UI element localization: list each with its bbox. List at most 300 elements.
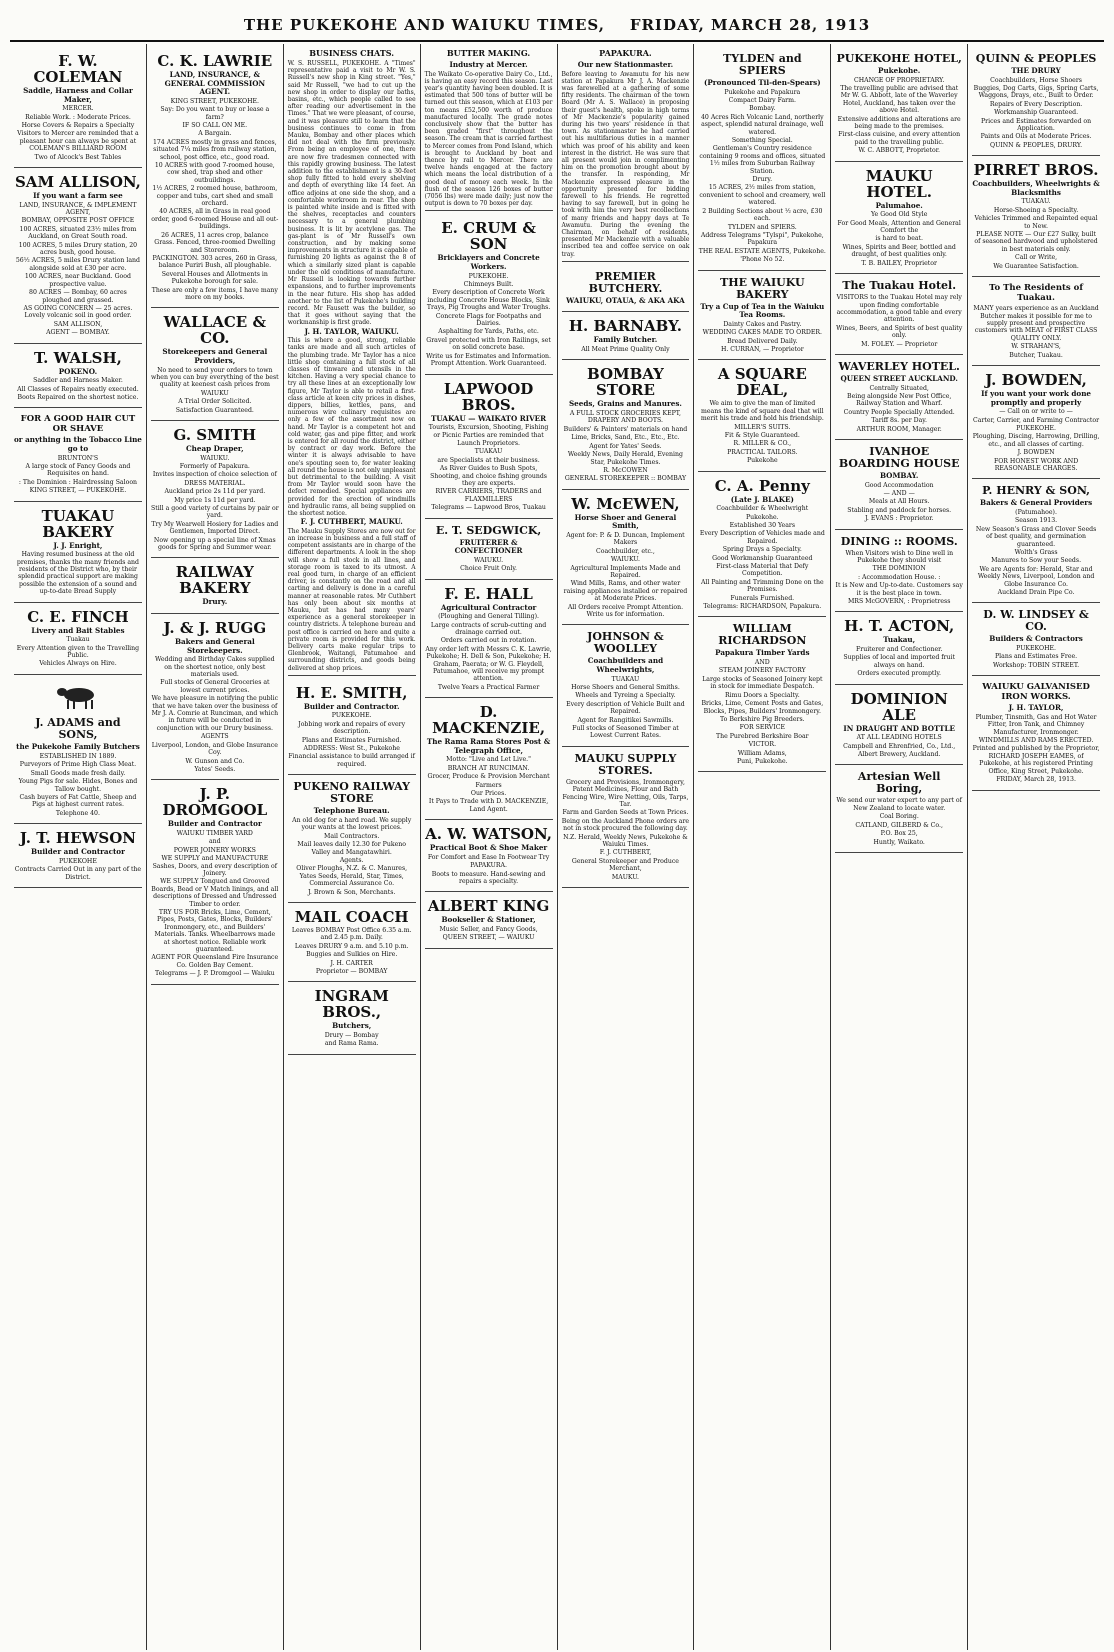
ad-line: STEAM JOINERY FACTORY — [718, 667, 806, 675]
ad-line: Still a good variety of curtains by pair or yard. — [150, 505, 279, 520]
ad-line: Launch Proprietors. — [457, 439, 521, 447]
ad-heading: MAIL COACH — [294, 907, 409, 926]
article-title: PAPAKURA. — [599, 48, 652, 58]
ads-column-4 — [425, 214, 553, 948]
ad-line: Orders carried out in rotation. — [440, 637, 537, 645]
ad-heading: J. & J. RUGG — [163, 619, 267, 638]
ad-line: Something Special. — [731, 137, 793, 145]
ad-line: PUKEKOHE. — [468, 272, 509, 280]
ad-line: Contracts Carried Out in any part of the District. — [14, 866, 142, 881]
ad-line: Wines, Beers, and Spirits of best quality only. — [836, 324, 963, 340]
advertisement — [972, 47, 1100, 156]
advertisement — [972, 277, 1100, 366]
advertisement — [425, 580, 553, 699]
ad-line: (Patumahoe). — [1015, 508, 1057, 516]
ad-line: AGENT FOR Queensland Fire Insurance Co. Golden Bay Cement. — [151, 954, 279, 969]
ad-line: My price 1s 11d per yard. — [174, 496, 256, 504]
ad-line: (Ploughing and General Tilling). — [438, 613, 540, 621]
ad-line: WAIUKU. — [200, 454, 230, 462]
ad-subheading: the Pukekohe Family Butchers — [16, 742, 140, 752]
ad-line: No need to send your orders to town when you can buy everything of the best quality at keenest cash prices from — [151, 366, 279, 389]
ad-subheading: Builder and Contractor — [31, 847, 125, 857]
ad-line: FOR HONEST WORK AND REASONABLE CHARGES. — [993, 457, 1079, 472]
ad-line: TYLDEN and SPIERS. — [727, 223, 797, 231]
ad-line: Bombay. — [749, 105, 776, 113]
ad-line: F. J. CUTHBERT, — [599, 849, 652, 857]
ad-line: WE SUPPLY and MANUFACTURE Sashes, Doors, and every description of Joinery. — [152, 855, 278, 877]
ad-line: Reliable Work. : Moderate Prices. — [25, 113, 131, 121]
ad-line: QUINN & PEOPLES, DRURY. — [990, 141, 1083, 149]
advertisement — [14, 502, 142, 603]
advertisement — [835, 612, 963, 684]
advertisement — [562, 490, 690, 626]
ad-line: W. Gunson and Co. — [185, 757, 245, 765]
ad-heading: MAUKU SUPPLY STORES. — [574, 751, 677, 777]
ad-line: THE DOMINION — [872, 565, 926, 573]
ad-line: Gentleman's Country residence containing 9 rooms and offices, situated 1½ miles from Suburban Railway Station. — [699, 145, 826, 175]
advertisement — [835, 274, 963, 355]
ad-line: Horse-Shoeing a Specialty. — [993, 206, 1079, 214]
advertisement — [151, 558, 279, 614]
ad-heading: TUAKAU BAKERY — [41, 506, 115, 541]
ad-heading: PUKENO RAILWAY STORE — [293, 780, 410, 806]
advertisement — [835, 355, 963, 440]
ad-line: We send our water expert to any part of New Zealand to locate water. — [836, 797, 962, 812]
ad-line: FRIDAY, March 28, 1913. — [996, 776, 1076, 784]
ad-heading: TYLDEN and SPIERS — [723, 52, 802, 77]
ad-line: Tuakau — [66, 636, 90, 644]
ad-line: 100 ACRES, 5 miles Drury station, 20 acres bush, good house. — [18, 241, 138, 257]
advertisement — [698, 472, 826, 618]
ad-subheading: Builder and Contractor — [167, 819, 262, 829]
ad-line: Twelve Years a Practical Farmer — [437, 683, 540, 691]
ad-line: : Accommodation House. : — [857, 573, 941, 581]
ad-line: Season 1913. — [1014, 517, 1058, 525]
advertisement — [151, 47, 279, 308]
article-title: BUTTER MAKING. — [446, 48, 531, 58]
advertisement — [14, 168, 142, 344]
advertisement — [151, 614, 279, 780]
ad-line: Liverpool, London, and Globe Insurance Coy. — [151, 741, 278, 757]
ad-heading: D. W. LINDSEY & CO. — [983, 608, 1089, 634]
ad-line: Established 30 Years — [729, 522, 796, 529]
column-7 — [831, 44, 968, 1650]
ad-line: Say: Do you want to buy or lease a farm? — [160, 106, 270, 121]
ad-line: Rimu Doors a Specialty. — [724, 691, 800, 699]
advertisement — [425, 214, 553, 374]
ad-line: VICTOR. — [748, 741, 777, 749]
ad-line: An old dog for a hard road. We supply your wants at the lowest prices. — [292, 816, 412, 832]
ad-subheading: POKENO. — [58, 366, 98, 376]
ad-line: AS GOING CONCERN — 25 acres. Lovely volcanic soil in good order. — [23, 304, 133, 320]
ad-heading: D. MACKENZIE, — [432, 703, 546, 738]
ad-line: IF SO CALL ON ME. — [182, 122, 248, 129]
ad-line: Pukekohe and Papakura — [724, 88, 801, 96]
ad-line: 174 ACRES mostly in grass and fences, situated 7¼ miles from railway station, school, post office, etc., good road. — [152, 138, 277, 161]
columns — [10, 44, 1104, 1650]
ad-line: Agent for Rangitikei Sawmills. — [577, 716, 674, 724]
ad-line: J. H. CARTER — [330, 959, 373, 967]
ad-line: and Rama Rama. — [324, 1040, 379, 1048]
advertisement — [288, 775, 416, 903]
ad-subheading: IN DRAUGHT AND BOTTLE — [843, 723, 955, 733]
ad-line: Leaves BOMBAY Post Office 6.35 a.m. and 2.45 p.m. Daily. — [291, 926, 412, 942]
ad-heading: WAVERLEY HOTEL. — [838, 359, 960, 373]
ad-subheading: LAND, INSURANCE, & GENERAL COMMISSION AGENT. — [164, 70, 266, 97]
article-body: The Waikato Co-operative Dairy Co., Ltd., is having an easy record this season. Last year's quantity having been doubled. It is estimated that 500 tons of butter will be turned out this season, which at £103 per ton means £52,500 worth of produce manufactured locally. The grade notes conclusively show that the butter has been graded "first" throughout the season. The cream that is carried farthest to Mercer comes from Pond Island, which is brought to Auckland by boat and thence by rail to Mercer. There are twelve hands engaged at the factory which means the local distribution of a good deal of money each week. In the flush of the season 126 boxes of butter (7056 lbs) were made daily; just now the output is down to 70 boxes per day. — [424, 70, 553, 208]
ad-line: Pukekohe — [746, 457, 778, 465]
ad-line: Every Attention given to the Travelling Public. — [16, 644, 140, 659]
ad-heading: F. W. COLEMAN — [33, 52, 123, 86]
ad-line: 2 Building Sections about ½ acre, £30 each. — [702, 207, 823, 223]
advertisement — [972, 479, 1100, 603]
ad-line: Plans and Estimates Furnished. — [301, 736, 402, 744]
ad-line: Concrete Flags for Footpaths and Dairies. — [435, 312, 542, 328]
ad-line: Grocer, Produce & Provision Merchant — [427, 773, 550, 781]
ad-line: A Bargain. — [198, 130, 232, 138]
advertisement — [835, 162, 963, 274]
ad-heading: J. ADAMS and SONS, — [35, 716, 121, 742]
ad-line: William Adams, — [737, 749, 787, 757]
ad-subheading: Coachbuilders, Wheelwrights & Blacksmiths — [972, 179, 1100, 197]
ad-line: Puni, Pukekohe. — [736, 757, 788, 765]
ad-heading: LAPWOOD BROS. — [443, 379, 534, 414]
ad-line: R. MILLER & CO., — [733, 440, 792, 448]
ad-line: These are only a few items, I have many more on my books. — [151, 286, 278, 301]
ad-heading: C. E. FINCH — [27, 607, 129, 626]
ad-subheading: Storekeepers and General Providers, — [162, 347, 268, 365]
column-1 — [10, 44, 147, 1650]
ad-line: Choice Fruit Only. — [460, 565, 517, 573]
ad-heading: SAM ALLISON, — [14, 173, 141, 192]
ad-line: FOR SERVICE — [739, 724, 785, 732]
ad-heading: J. BOWDEN, — [985, 370, 1087, 389]
ad-heading: The Tuakau Hotel. — [842, 279, 957, 293]
ad-heading: P. HENRY & SON, — [982, 484, 1091, 498]
ad-heading: F. E. HALL — [444, 584, 533, 603]
ad-subheading: Seeds, Grains and Manures. — [568, 399, 682, 409]
cattle-illustration-icon — [55, 682, 101, 710]
ad-line: Carter, Carrier, and Farming Contractor — [973, 416, 1100, 424]
ad-line: TRY US FOR Bricks, Lime, Cement, Pipes, Posts, Gates, Blocks, Builders' Ironmongery, etc., and Builders' Materials. Tanks. Wheelbarrows made at shortest notice. Reliable work guaranteed. — [154, 908, 276, 953]
ad-line: A large stock of Fancy Goods and Requisites on hand. — [25, 462, 131, 478]
ad-line: M. FOLEY. — Proprietor — [861, 340, 938, 348]
ad-line: Tariff 8s. per Day. — [871, 417, 927, 425]
ad-subheading: Bakers and General Storekeepers. — [174, 637, 255, 655]
ad-line: and — [208, 838, 221, 846]
ad-line: Yates' Seeds. — [194, 765, 236, 773]
ad-line: It is New and Up-to-date. Customers say it is the best place in town. — [835, 582, 963, 597]
ad-line: Buggies, Dog Carts, Gigs, Spring Carts, Waggons, Drays, etc., Built to Order. — [973, 85, 1099, 100]
ad-heading: C. K. LAWRIE — [157, 52, 273, 70]
ad-line: Formerly of Papakura. — [179, 462, 250, 470]
ad-line: Every description of Concrete Work including Concrete House Blocks, Sink Trays, Pig Troughs and Water Troughs. — [426, 289, 551, 312]
ad-line: Gravel protected with Iron Railings, set on solid concrete base. — [426, 336, 551, 352]
ad-subheading: WAIUKU, OTAUA, & AKA AKA — [566, 295, 685, 305]
ad-heading: A. W. WATSON, — [425, 825, 552, 844]
ad-line: Fruiterer and Confectioner. — [855, 646, 943, 654]
ad-subheading: THE DRURY — [1011, 66, 1061, 75]
ad-line: WAIUKU — [200, 389, 229, 397]
ad-line: Every Description of Vehicles made and Repaired. — [699, 530, 825, 545]
ad-line: Proprietor — BOMBAY — [315, 967, 388, 975]
advertisement — [835, 440, 963, 530]
ad-line: Every description of Vehicle Built and Repaired. — [566, 700, 685, 716]
ad-heading: IVANHOE BOARDING HOUSE — [838, 444, 960, 470]
ad-line: — Call on or write to — — [999, 408, 1073, 416]
masthead — [10, 10, 1104, 42]
ad-line: Agent for: P. & D. Duncan, Implement Makers — [566, 531, 685, 547]
column-2 — [147, 44, 284, 1650]
ad-line: CHANGE OF PROPRIETARY. — [853, 76, 945, 84]
ad-line: A FULL STOCK GROCERIES KEPT, DRAPERY AND BOOTS. — [569, 410, 681, 425]
ad-line: The travelling public are advised that Mr W. G. Abbott, late of the Waverley Hotel, Auckland, has taken over the above Hotel. — [840, 85, 959, 115]
ad-line: WINDMILLS AND RAMS ERECTED. — [978, 737, 1094, 745]
ad-line: 40 Acres Rich Volcanic Land, northerly aspect, splendid natural drainage, well watered. — [700, 113, 824, 136]
ad-heading: DINING :: ROOMS. — [840, 534, 958, 548]
ad-line: PUKEKOHE. — [331, 712, 372, 720]
ad-heading: PREMIER BUTCHERY. — [588, 269, 663, 295]
ad-line: New Season's Grass and Clover Seeds of best quality, and germination guaranteed. — [975, 525, 1097, 548]
ad-line: PUKEKOHE. — [1016, 424, 1056, 432]
ad-line: All Painting and Trimming Done on the Premises. — [700, 578, 824, 594]
ad-line: Having resumed business at the old premises, thanks the many friends and residents of the District who, by their splendid practical support are making possible the extension of a sound and up-to-date Bread Supply — [16, 551, 139, 596]
ad-line: TUAKAU — [611, 675, 640, 683]
ad-line: Mail Contractors. — [324, 832, 380, 840]
ad-subheading: If you want your work done promptly and properly — [981, 388, 1092, 407]
ad-line: Workmanship Guaranteed. — [994, 109, 1079, 117]
ad-line: Meals at All Hours. — [868, 498, 930, 506]
advertisement — [425, 892, 553, 948]
advertisement — [14, 344, 142, 409]
ad-line: Coachbuilder, etc., — [595, 547, 655, 555]
ad-line: We have pleasure in notifying the public that we have taken over the business of Mr J. A. Comrie at Runciman, and which in future will be conducted in conjunction with our Drury business. — [151, 695, 279, 732]
ad-line: First-class cuisine, and every attention paid to the travelling public. — [838, 131, 961, 146]
ad-line: Now opening up a special line of Xmas goods for Spring and Summer wear. — [153, 536, 276, 552]
ad-line: Dainty Cakes and Pastry. — [723, 320, 802, 328]
ad-line: Full stocks of General Groceries at lowest current prices. — [160, 679, 270, 694]
ad-line: TUAKAU — [474, 448, 503, 456]
ad-line: When Visitors wish to Dine well in Pukekohe they should visit — [845, 549, 954, 564]
ad-heading: QUINN & PEOPLES — [975, 52, 1097, 65]
ad-heading: J. T. HEWSON — [19, 829, 136, 848]
ad-heading: WILLIAM RICHARDSON — [718, 622, 807, 648]
ad-line: MILLER'S SUITS. — [734, 423, 791, 431]
ad-line: All Classes of Repairs neatly executed. — [17, 385, 139, 393]
ad-line: As River Guides to Bush Spots, Shooting, and choice fishing grounds they are experts. — [430, 465, 547, 487]
ad-subheading: If you want a farm see — [33, 191, 123, 201]
ad-subheading: Bricklayers and Concrete Workers. — [437, 253, 540, 272]
ad-line: We Guarantee Satisfaction. — [993, 262, 1079, 270]
advertisement — [288, 903, 416, 982]
ad-line: Vehicles Trimmed and Repainted equal to New. — [974, 215, 1098, 230]
advertisement — [425, 698, 553, 820]
ad-line: Motto: "Live and Let Live." — [446, 756, 531, 764]
ad-line: WAIUKU. — [473, 556, 504, 564]
ad-line: Paints and Oils at Moderate Prices. — [980, 133, 1092, 141]
advertisement — [562, 625, 690, 746]
ad-line: KING STREET, — PUKEKOHE. — [29, 487, 127, 495]
ad-line: Boots Repaired on the shortest notice. — [17, 393, 139, 401]
ad-heading: JOHNSON & WOOLLEY — [587, 630, 664, 656]
ad-line: Weekly News, Daily Herald, Evening Star, Pukekohe Times. — [567, 451, 683, 466]
article-subhead: F. J. CUTHBERT, MAUKU. — [300, 517, 403, 527]
advertisement — [425, 519, 553, 580]
ad-subheading: Coachbuilders and Wheelwrights, — [587, 656, 664, 674]
ad-line: Plumber, Tinsmith, Gas and Hot Water Fitter, Iron Tank, and Chimney Manufacturer, Ironmonger. — [975, 713, 1097, 736]
advertisement — [835, 47, 963, 162]
advertisement — [698, 271, 826, 361]
ad-heading: WAIUKU GALVANISED IRON WORKS. — [982, 682, 1090, 703]
ad-line: Write us for Estimates and Information. Prompt Attention. Work Guaranteed. — [426, 352, 552, 368]
ads-column-5 — [562, 265, 690, 888]
ad-subheading: Tuakau, — [883, 635, 916, 645]
ad-heading: E. T. SEDGWICK, — [435, 523, 542, 537]
ad-line: Bread Delivered Daily. — [727, 337, 798, 345]
ad-heading: H. BARNABY. — [568, 317, 683, 336]
article-body: This is where a good, strong, reliable tanks are made and all such articles of the plumbing trade. Mr Taylor has a nice little shop containing a full stock of all classes of tinware and utensils in the kitchen. Having a very special chance to try all these lines at an exceptionally low figure, Mr Taylor is able to retail a first-class article at keen city prices in dishes, dippers, billies, kettles, pans, and numerous wire culinary requisites are only a few of the assortment now on hand. Mr Taylor is a competent hot and cold water, gas and pipe fitter, and work is entered for all round the district, either by contract or day work. Before the winter it is always advisable to have one's spouting seen to, for water leaking all round the house is not only unpleasant but detrimental to the building. A visit from Mr Taylor would soon have the defect remedied. Special appliances are provided for the erection of windmills and hydraulic rams, all being supplied on the shortest notice. — [287, 337, 416, 517]
ad-line: 'Phone No 52. — [740, 256, 785, 264]
ad-line: : The Dominion : Hairdressing Saloon — [18, 478, 138, 486]
ad-line: Auckland price 2s 11d per yard. — [164, 488, 266, 496]
ad-subheading: (Pronounced Til-den-Spears) — [704, 78, 821, 87]
ad-line: 15 ACRES, 2½ miles from station, convenient to school and creamery, well watered. — [699, 184, 826, 207]
ad-subheading: Horse Shoer and General Smith, — [574, 512, 677, 531]
advertisement — [835, 530, 963, 613]
ad-line: Drury. — [752, 176, 773, 184]
article-body: W. S. RUSSELL, PUKEKOHE. A "Times" representative paid a visit to Mr W. S. Russell's new shop in King street. "Yes," said Mr Russell, "we had to cut up the new shop in order to display our baths, basins, etc., which people called to see after reading our advertisement in the Times." That we were pleasant, of course, and it was pleasure still to learn that the business continues to come in from Mauku, Bombay and other places which did not deal with the firm previously. From being an employee of one, there are now five tradesmen connected with this rapidly growing business. The latest addition to the establishment is a 30-feet shop fully fitted to hold every shelving and depth of everything like 14 feet. An office adjoins at one side the shop, and a comfortable workroom in rear. The shop is painted white inside and is fitted with the shelves, receptacles and counters necessary to a general plumbing business. It is lit by acetylene gas. The gas-plant is of Mr Russell's own construction, and by making some improvements in structure it is capable of furnishing 20 lights as against the 8 of which a similarly sized plant is capable under the old conditions of manufacture. Mr Russell is looking towards further expansions, and to further improvements in the near future. His shop has added another to the list of Pukekohe's building record. Mr Fausett was the builder, so that it goes without saying that the workmanship is first grade. — [287, 60, 416, 327]
ad-line: WAIUKU. — [610, 556, 641, 564]
ad-line: Huntly, Waikato. — [873, 838, 925, 846]
article-body: Before leaving to Awamutu for his new station at Papakura Mr J. A. Mackenzie was farewelled at a gathering of some fifty residents. The chairman of the town Board (Mr A. S. Wallace) in proposing their guest's health, spoke in high terms of Mr Mackenzie's popularity gained during his two years' residence in that town. As stationmaster he had carried out his multifarious duties in a manner which was proof of his ability and keen interest in the district. He was sure that all present would join in complimenting him on the promotion brought about by the transfer. In responding, Mr Mackenzie expressed pleasure in the opportunity presented for bidding farewell to his friends. He regretted having to say farewell, but in going he took with him the very best recollections of many friends and happy days at Te Awamutu. During the evening the Chairman, on behalf of residents, presented Mr Mackenzie with a valuable inscribed tea and coffee service on oak tray. — [561, 70, 690, 258]
ad-line: Grocery and Provisions, Ironmongery, Patent Medicines, Flour and Bath Fencing Wire, Wire Netting, Oils, Tarps, Tar. — [562, 778, 689, 809]
ad-heading: To The Residents of Tuakau. — [989, 283, 1083, 304]
ad-line: WE SUPPLY Tongued and Grooved Boards, Bead or V Match linings, and all descriptions of Dressed and Undressed Timber to order. — [151, 878, 279, 908]
ad-line: Wolth's Grass — [1014, 549, 1058, 556]
ad-heading: C. A. Penny — [714, 476, 810, 495]
ad-heading: H. T. ACTON, — [844, 617, 955, 636]
ad-subheading: TUAKAU — WAIKATO RIVER — [430, 413, 547, 423]
ad-line: We are Agents for: Herald, Star and Weekly News, Liverpool, London and Globe Insurance Co. — [977, 565, 1095, 588]
ad-subheading: Family Butcher. — [593, 335, 658, 345]
ad-subheading: BOMBAY. — [879, 470, 919, 480]
article-body: The Mauku Supply Stores are now out for an increase in business and a full staff of competent assistants are in charge of the different departments. A look in the shop will show a full stock in all lines, and storage room is taxed to its utmost. A real good turn, in charge of an efficient driver, is constantly on the road and all carting and delivery is done in a careful manner at reasonable rates. Mr Cuthbert has only been about six months at Mauku, but has had many years' experience as a general storekeeper in country districts. A telephone bureau and post office is carried on here and quite a private room is provided for this work. Delivery carts make regular trips to Glenbrook, Waitangi, Patumahoe and surrounding districts, and goods being delivered at shop prices. — [287, 527, 416, 672]
ad-line: Music Seller, and Fancy Goods, — [439, 926, 538, 934]
ad-line: Orders executed promptly. — [857, 670, 942, 678]
ad-line: Full stocks of Seasoned Timber at Lowest Current Rates. — [572, 725, 679, 740]
ad-line: Visitors to Mercer are reminded that a pleasant hour can always be spent at COLEMAN'S BILLIARD ROOM — [17, 130, 139, 153]
ad-subheading: Bookseller & Stationer, — [441, 915, 536, 925]
ad-subheading: Papakura Timber Yards — [715, 648, 810, 658]
ad-line: Butcher, Tuakau. — [1009, 351, 1063, 359]
ad-line: Ye Good Old Style — [871, 211, 928, 219]
article-subhead: Our new Stationmaster. — [577, 60, 674, 69]
ad-line: Jobbing work and repairs of every description. — [298, 720, 406, 736]
ad-line: KING STREET, PUKEKOHE. — [170, 97, 260, 105]
ad-line: CATLAND, GILBERD & Co., — [855, 821, 943, 829]
ad-subheading: Builders & Contractors — [989, 634, 1083, 644]
ad-line: The Purebred Berkshire Boar — [716, 732, 809, 740]
ad-line: Financial assistance to build arranged if required. — [288, 753, 415, 768]
ad-subheading: J. J. Enright, — [53, 540, 103, 550]
ad-line: Vehicles Always on Hire. — [39, 660, 117, 668]
ad-subheading: Bakers & General Providers — [980, 498, 1093, 508]
ad-line: DRESS MATERIAL. — [184, 479, 246, 487]
advertisement — [288, 982, 416, 1054]
ad-heading: BOMBAY STORE — [586, 365, 664, 400]
ad-line: Coal Boring. — [879, 813, 919, 821]
ad-heading: WALLACE & CO. — [163, 313, 267, 348]
ad-line: AND — [754, 659, 770, 667]
ad-line: — AND — — [883, 489, 915, 497]
ad-line: Fit & Style Guaranteed. — [724, 431, 800, 439]
ad-line: AT ALL LEADING HOTELS — [856, 734, 942, 742]
ad-line: Wedding and Birthday Cakes supplied on the shortest notice, only best materials used. — [154, 656, 275, 679]
ad-subheading: The Rama Rama Stores Post & Telegraph Office, — [426, 737, 551, 755]
ad-heading: A SQUARE DEAL, — [717, 365, 807, 400]
ad-line: Builders' & Painters' materials on hand — [563, 425, 688, 433]
ad-line: Large stocks of Seasoned Joinery kept in stock for immediate Despatch. — [702, 675, 823, 691]
ad-line: is hard to beat. — [875, 235, 923, 243]
ad-heading: RAILWAY BAKERY — [175, 563, 254, 598]
article-subhead: J. H. TAYLOR, WAIUKU. — [304, 326, 399, 336]
ad-line: Farmers — [475, 781, 502, 789]
ad-line: RIVER CARRIERS, TRADERS and FLAXMILLERS — [435, 488, 542, 503]
ad-line: Boots to measure. Hand-sewing and repairs a specialty. — [431, 870, 546, 886]
advertisement — [835, 685, 963, 766]
ad-subheading: Cheap Draper, — [185, 443, 244, 453]
ad-line: MAUKU. — [611, 873, 639, 881]
ad-line: GENERAL STOREKEEPER :: BOMBAY — [564, 475, 687, 483]
ad-line: PRACTICAL TAILORS. — [727, 448, 798, 456]
issue-date: FRIDAY, MARCH 28, 1913 — [629, 16, 871, 34]
ad-line: Two of Alcock's Best Tables — [34, 153, 122, 161]
ad-line: H. CURRAN, — Proprietor — [720, 345, 804, 353]
ad-heading: MAUKU HOTEL. — [865, 166, 933, 201]
advertisement — [562, 265, 690, 313]
ad-line: Agent for Yates' Seeds. — [589, 442, 662, 450]
ad-line: Good Accommodation — [864, 481, 934, 489]
ad-line: It Pays to Trade with D. MACKENZIE, Land Agent. — [428, 798, 549, 813]
ad-line: Campbell and Ehrenfried, Co., Ltd., — [843, 742, 956, 750]
ad-line: Auckland Drain Pipe Co. — [997, 589, 1075, 597]
ad-line: Young Pigs for sale. Hides, Bones and Tallow bought. — [18, 778, 138, 793]
ad-line: For Comfort and Ease In Footwear Try — [427, 853, 550, 861]
ad-line: 26 ACRES, 11 acres crop, balance Grass. Fenced, three-roomed Dwelling and Storeroom. — [154, 231, 276, 254]
ad-line: Wind Mills, Rams, and other water raising appliances installed or repaired at Moderate Prices. — [563, 580, 688, 603]
ad-line: MANY years experience as an Auckland Butcher makes it possible for me to supply present and prospective customers with MEAT of FIRST CLASS QUALITY ONLY. — [973, 305, 1099, 342]
ad-subheading: Telephone Bureau. — [313, 806, 390, 816]
ad-line: Albert Brewery, Auckland. — [857, 751, 941, 759]
ad-line: PAPAKURA. — [470, 862, 507, 870]
ad-line: VISITORS to the Tuakau Hotel may rely upon finding comfortable accommodation, a good table and every attention. — [836, 294, 962, 324]
ad-heading: W. McEWEN, — [571, 494, 680, 513]
ad-line: LAND, INSURANCE, & IMPLEMENT AGENT, — [19, 201, 137, 217]
ad-line: Supplies of local and imported fruit always on hand. — [843, 654, 955, 669]
ad-line: PACKINGTON. 303 acres, 260 in Grass, balance Puriri Bush, all ploughable. — [152, 254, 278, 270]
ad-line: First-class Material that Defy Competition. — [716, 563, 809, 578]
ad-line: R. McCOWEN — [603, 466, 648, 474]
ad-line: Stabling and paddock for horses. — [847, 506, 952, 514]
ad-line: Farm and Garden Seeds at Town Prices. — [562, 809, 689, 817]
advertisement — [972, 366, 1100, 479]
ad-line: 100 ACRES, near Buckland. Good prospective value. — [24, 273, 131, 288]
ad-line: Extensive additions and alterations are being made to the premises. — [837, 115, 961, 131]
column-3 — [284, 44, 421, 1650]
ad-line: Repairs of Every Description. — [989, 100, 1083, 108]
ad-subheading: FRUITERER & CONFECTIONER — [454, 537, 523, 556]
advertisement — [972, 676, 1100, 790]
